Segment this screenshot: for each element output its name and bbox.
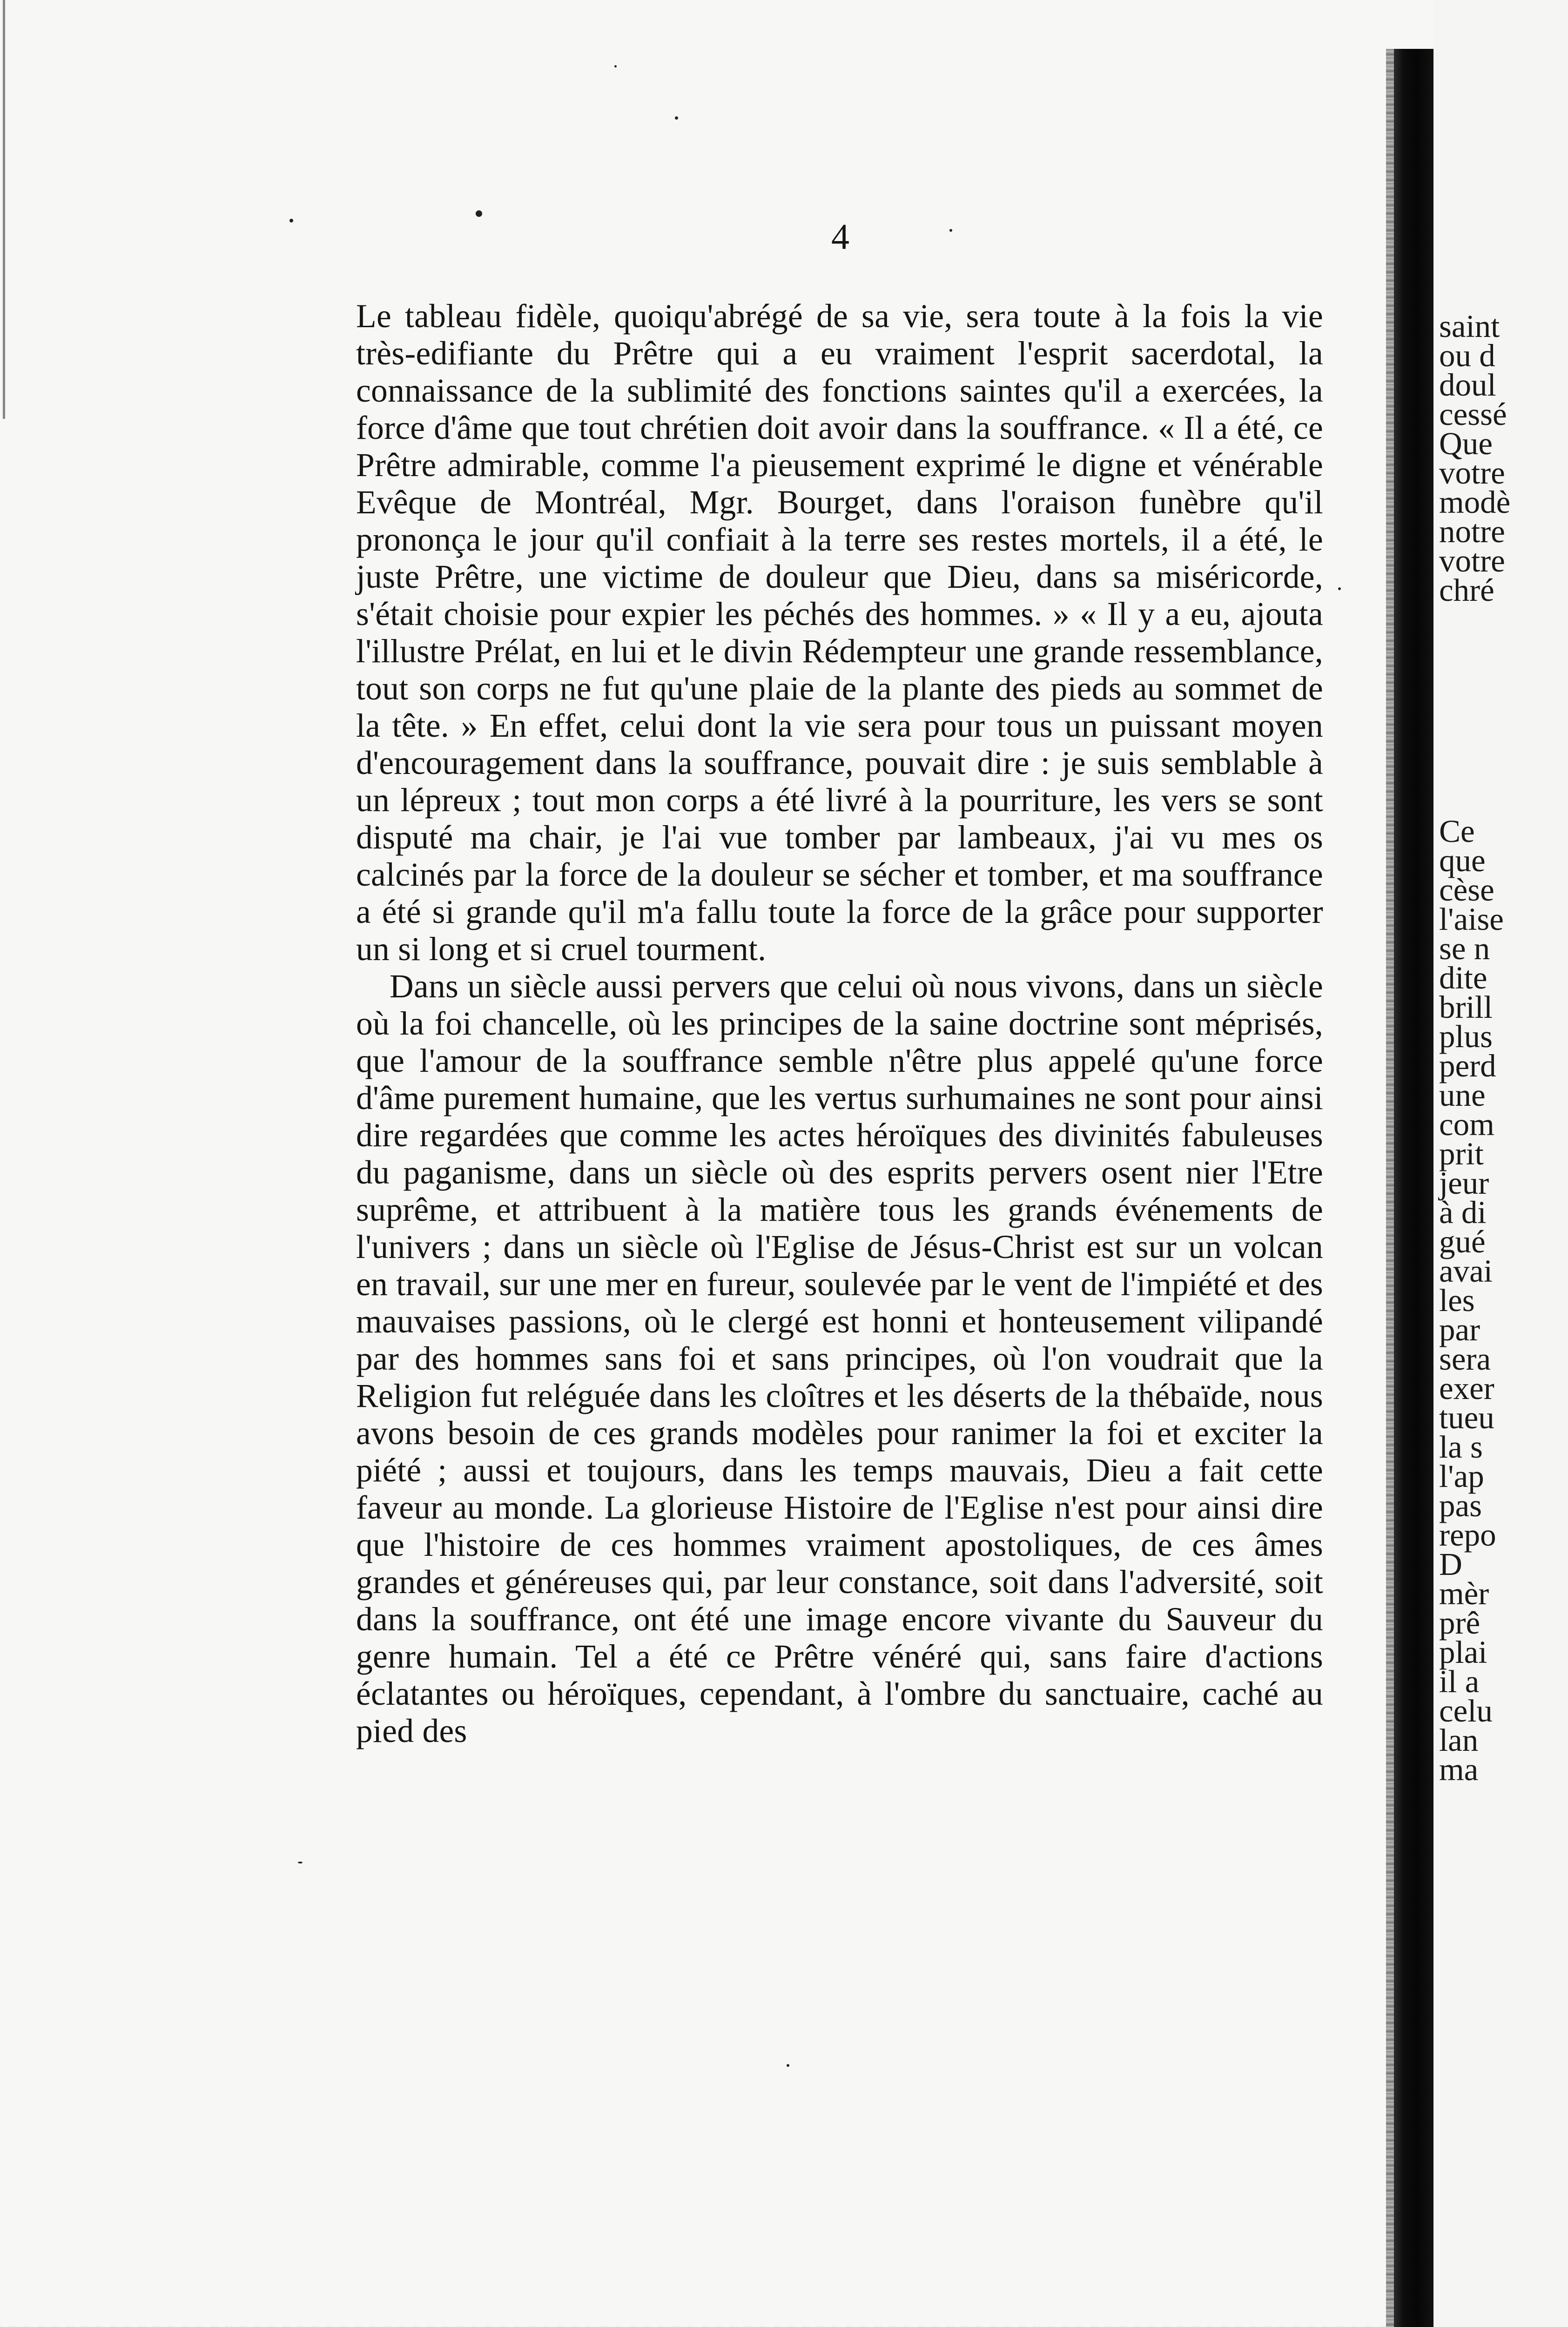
binding-shadow [1394,49,1433,2327]
facing-page-text-top: saint ou d doul cessé Que votre modè notre votre chré [1439,309,1511,608]
ink-speck [298,1862,303,1863]
ink-speck [675,116,678,120]
paragraph-2: Dans un siècle aussi pervers que celui où nous vivons, dans un siècle où la foi chancelle, où les principes de la saine doctrine sont méprisés, que l'amour de la souffrance semble n'être plus appelé qu'une force d'âme purement humaine, que les vertus surhumaines ne sont pour ainsi dire regardées que comme les actes héroïques des divinités fabuleuses du paganisme, dans un siècle où des esprits pervers osent nier l'Etre suprême, et attribuent à la matière tous les grands événements de l'univers ; dans un siècle où l'Eglise de Jésus-Christ est sur un volcan en travail, sur une mer en fureur, soulevée par le vent de l'impiété et des mauvaises passions, où le clergé est honni et honteusement vilipandé par des hommes sans foi et sans principes, où l'on voudrait que la Religion fut reléguée dans les cloîtres et les déserts de la thébaïde, nous avons besoin de ces grands modèles pour ranimer la foi et exciter la piété ; aussi et toujours, dans les temps mauvais, Dieu a fait cette faveur au monde. La glorieuse Histoire de l'Eglise n'est pour ainsi dire que l'histoire de ces hommes vraiment apostoliques, de ces âmes grandes et généreuses qui, par leur constance, soit dans l'adversité, soit dans la souffrance, ont été une image encore vivante du Sauveur du genre humain. Tel a été ce Prêtre vénéré qui, sans faire d'actions éclatantes ou héroïques, cependant, à l'ombre du sanctuaire, caché au pied des [356,968,1323,1749]
ink-speck [289,219,293,222]
ink-speck [949,229,952,232]
ink-speck [614,65,617,67]
facing-page-text-bottom: Ce que cèse l'aise se n dite brill plus perd une com prit jeur à di gué avai les par sera exer tueu la s l'ap pas repo D mèr prê plai il a celu lan ma [1439,814,1504,1787]
left-margin-rule [3,0,5,419]
ink-speck [787,2064,789,2067]
ink-speck [476,210,482,217]
ink-speck [1338,587,1341,590]
main-text-column [356,298,1323,1750]
paragraph-1: Le tableau fidèle, quoiqu'abrégé de sa vie, sera toute à la fois la vie très-edifiante du Prêtre qui a eu vraiment l'esprit sacerdotal, la connaissance de la sublimité des fonctions saintes qu'il a exercées, la force d'âme que tout chrétien doit avoir dans la souffrance. « Il a été, ce Prêtre admirable, comme l'a pieusement exprimé le digne et vénérable Evêque de Montréal, Mgr. Bourget, dans l'oraison funèbre qu'il prononça le jour qu'il confiait à la terre ses restes mortels, il a été, le juste Prêtre, une victime de douleur que Dieu, dans sa miséricorde, s'était choisie pour expier les péchés des hommes. » « Il y a eu, ajouta l'illustre Prélat, en lui et le divin Rédempteur une grande ressemblance, tout son corps ne fut qu'une plaie de la plante des pieds au sommet de la tête. » En effet, celui dont la vie sera pour tous un puissant moyen d'encouragement dans la souffrance, pouvait dire : je suis semblable à un lépreux ; tout mon corps a été livré à la pourriture, les vers se sont disputé ma chair, je l'ai vue tomber par lambeaux, j'ai vu mes os calcinés par la force de la douleur se sécher et tomber, et ma souffrance a été si grande qu'il m'a fallu toute la force de la grâce pour supporter un si long et si cruel tourment. [356,298,1323,968]
binding-edge [1386,49,1394,2327]
page-number: 4 [831,216,849,257]
facing-page-fragment [1433,0,1568,2327]
